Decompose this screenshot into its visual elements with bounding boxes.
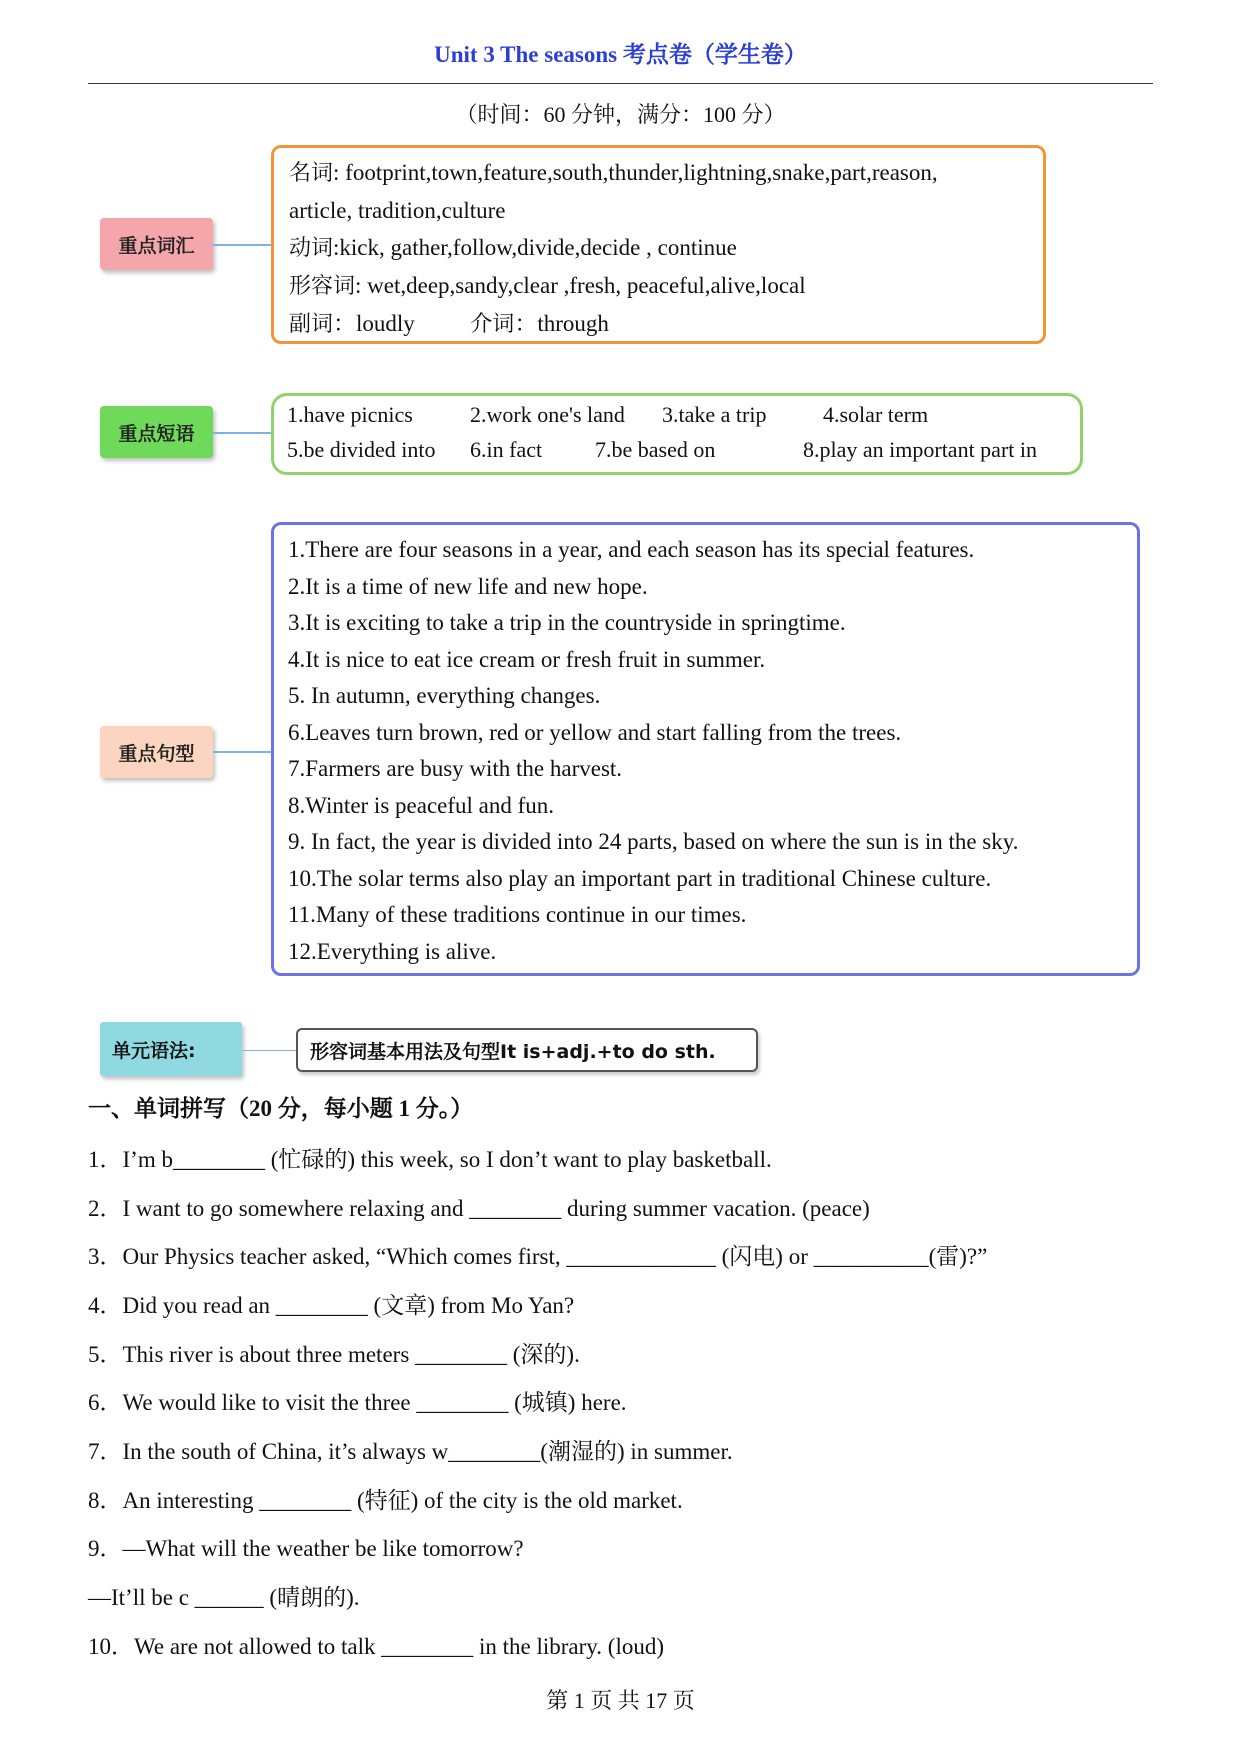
vocab-line	[289, 305, 1043, 343]
phrase-tag	[100, 406, 213, 458]
vocab-line	[289, 229, 1043, 267]
grammar-text: 形容词基本用法及句型It is+adj.+to do sth.	[310, 1040, 716, 1063]
page-number: 第 1 页 共 17 页	[546, 1688, 695, 1713]
grammar-connector	[242, 1050, 296, 1051]
exam-time-info: （时间：60 分钟，满分：100 分）	[455, 102, 786, 127]
sentence-item: 8.Winter is peaceful and fun.	[288, 792, 555, 818]
noun-words-cont: article, tradition,culture	[289, 198, 506, 223]
vocab-connector	[213, 244, 271, 246]
sentence-item: 10.The solar terms also play an important part in traditional Chinese culture.	[288, 865, 992, 891]
noun-words: : footprint,town,feature,south,thunder,lightning,snake,part,reason,	[333, 160, 938, 185]
phrase-item: 2.work one's land	[470, 402, 625, 427]
document-title: Unit 3 The seasons 考点卷（学生卷）	[434, 42, 807, 67]
vocab-box	[271, 145, 1046, 344]
phrase-item: 6.in fact	[470, 437, 543, 462]
question-item: 4．Did you read an ________ (文章) from Mo Yan?	[88, 1293, 575, 1318]
grammar-box	[296, 1028, 758, 1072]
sentence-tag-label: 重点句型	[118, 742, 195, 765]
sentence-item: 11.Many of these traditions continue in our times.	[288, 902, 747, 927]
vocab-line	[289, 154, 1043, 192]
question-item: 9．—What will the weather be like tomorrow?	[88, 1536, 524, 1561]
phrase-item: 8.play an important part in	[803, 437, 1037, 462]
adjective-words: : wet,deep,sandy,clear ,fresh, peaceful,alive,local	[355, 273, 806, 298]
question-item: 8．An interesting ________ (特征) of the city is the old market.	[88, 1488, 683, 1513]
grammar-tag-label: 单元语法:	[112, 1039, 196, 1062]
question-answer-line: —It’ll be c ______ (晴朗的).	[88, 1585, 360, 1610]
sentence-item: 4.It is nice to eat ice cream or fresh fruit in summer.	[288, 646, 766, 672]
question-item: 5．This river is about three meters ________ (深的).	[88, 1342, 580, 1367]
sentence-item: 6.Leaves turn brown, red or yellow and start falling from the trees.	[288, 719, 902, 745]
sentence-item: 5. In autumn, everything changes.	[288, 683, 601, 708]
grammar-tag	[100, 1022, 242, 1076]
preposition-words: ：through	[514, 311, 609, 336]
adverb-label: 副词	[289, 312, 334, 337]
sentence-item: 7.Farmers are busy with the harvest.	[288, 756, 623, 781]
phrase-item: 1.have picnics	[287, 402, 413, 427]
sentence-item: 1.There are four seasons in a year, and each season has its special features.	[288, 537, 975, 562]
sentence-item: 3.It is exciting to take a trip in the countryside in springtime.	[288, 610, 846, 635]
phrase-item: 3.take a trip	[662, 402, 767, 427]
phrase-connector	[213, 432, 271, 434]
question-item: 3．Our Physics teacher asked, “Which comes first, _____________ (闪电) or __________(雷)?”	[88, 1244, 988, 1269]
adjective-label: 形容词	[289, 274, 356, 299]
adverb-words: ：loudly	[333, 311, 415, 336]
vocab-line	[289, 267, 1043, 305]
question-item: 1．I’m b________ (忙碌的) this week, so I don’t want to play basketball.	[88, 1147, 772, 1172]
section-heading: 一、单词拼写（20 分，每小题 1 分。）	[88, 1096, 474, 1121]
vocab-line	[289, 192, 1043, 229]
verb-words: :kick, gather,follow,divide,decide , continue	[333, 235, 737, 260]
phrase-item: 7.be based on	[595, 437, 716, 462]
sentence-item: 12.Everything is alive.	[288, 938, 497, 964]
header-divider	[88, 83, 1153, 84]
sentence-connector	[213, 751, 271, 753]
question-item: 7．In the south of China, it’s always w________(潮湿的) in summer.	[88, 1439, 733, 1464]
preposition-label: 介词	[470, 312, 515, 337]
noun-label: 名词	[289, 161, 334, 186]
phrase-item: 4.solar term	[823, 402, 929, 427]
sentence-tag	[100, 726, 213, 778]
question-item: 6．We would like to visit the three ________ (城镇) here.	[88, 1390, 627, 1415]
sentence-item: 2.It is a time of new life and new hope.	[288, 573, 648, 599]
sentence-box	[271, 522, 1140, 976]
phrase-item: 5.be divided into	[287, 437, 436, 462]
verb-label: 动词	[289, 236, 334, 261]
sentence-item: 9. In fact, the year is divided into 24 parts, based on where the sun is in the sky.	[288, 829, 1019, 854]
phrase-tag-label: 重点短语	[118, 422, 195, 445]
vocab-tag-label: 重点词汇	[118, 234, 195, 257]
vocab-tag	[100, 218, 213, 270]
question-item: 2．I want to go somewhere relaxing and ________ during summer vacation. (peace)	[88, 1196, 870, 1221]
question-item: 10．We are not allowed to talk ________ in the library. (loud)	[88, 1634, 664, 1659]
